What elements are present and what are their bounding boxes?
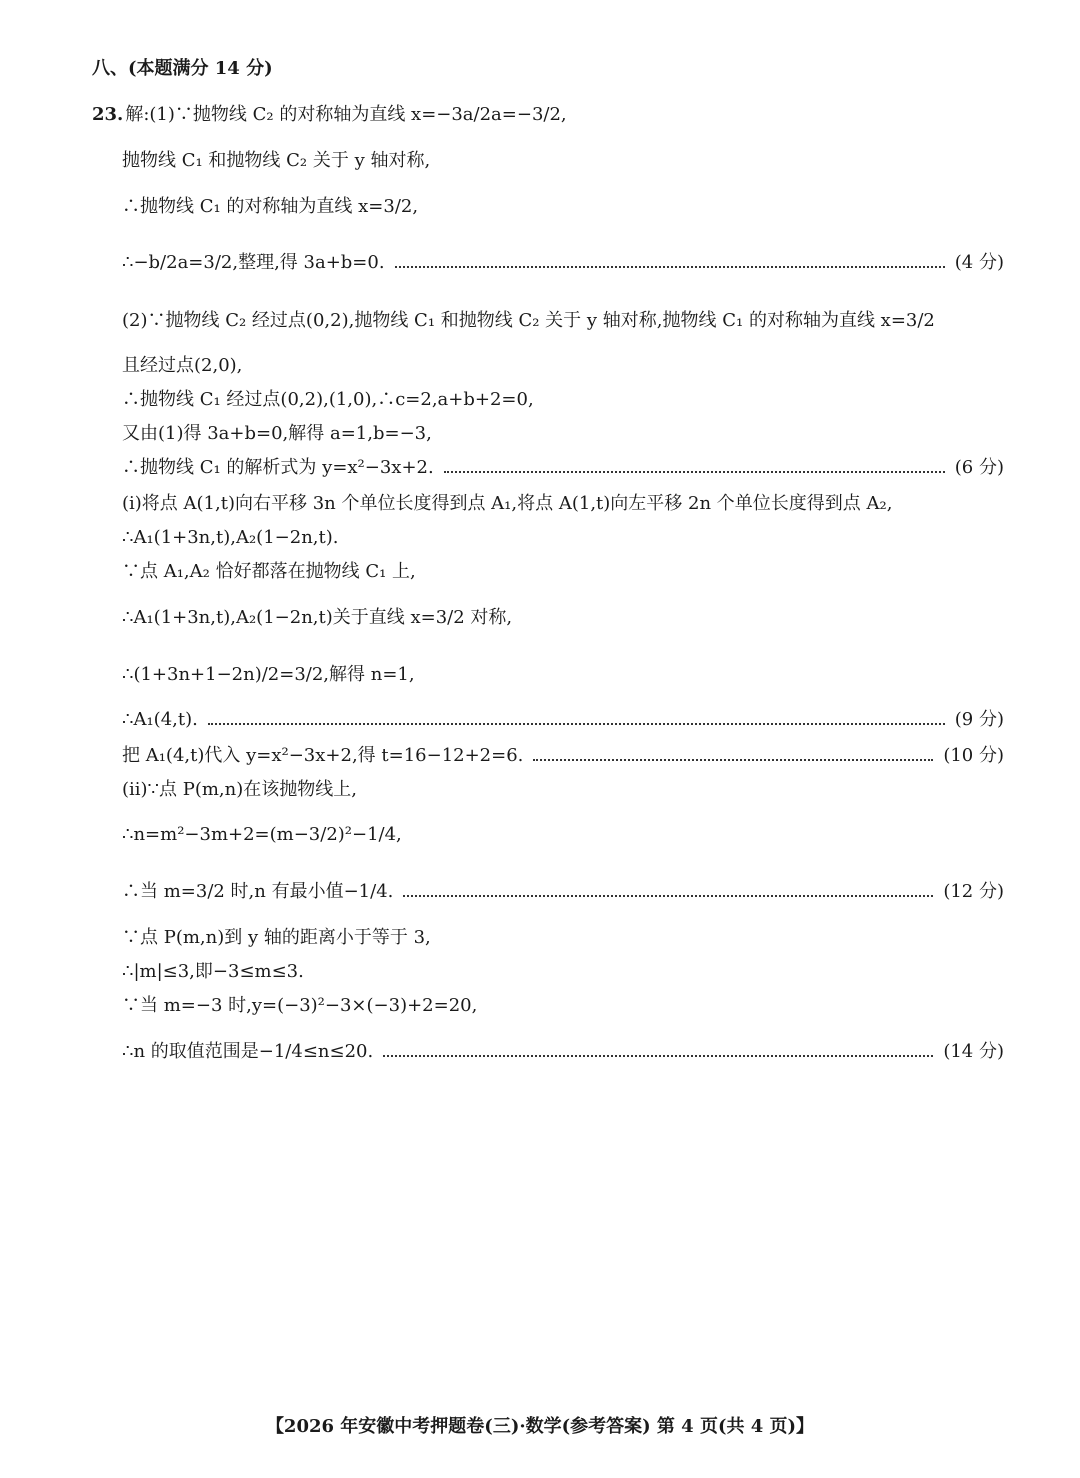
dotted-leader [395, 266, 945, 268]
solution-line: ∵当 m=−3 时,y=(−3)²−3×(−3)+2=20, [122, 995, 478, 1016]
solution-line: ∴A₁(1+3n,t),A₂(1−2n,t). [122, 527, 339, 548]
solution-line: ∴当 m=3/2 时,n 有最小值−1/4. (12 分) [122, 881, 1004, 902]
solution-line: ∴(1+3n+1−2n)/2=3/2,解得 n=1, [122, 664, 415, 685]
solution-line: ∴抛物线 C₁ 的对称轴为直线 x=3/2, [122, 196, 419, 217]
solution-line: ∴A₁(1+3n,t),A₂(1−2n,t)关于直线 x=3/2 对称, [122, 607, 513, 628]
score-mark: (14 分) [943, 1041, 1004, 1062]
section-title: 八、(本题满分 14 分) [92, 58, 273, 79]
solution-line: 抛物线 C₁ 和抛物线 C₂ 关于 y 轴对称, [122, 150, 431, 171]
score-mark: (12 分) [943, 881, 1004, 902]
score-mark: (10 分) [943, 745, 1004, 766]
solution-line: 且经过点(2,0), [122, 355, 243, 376]
dotted-leader [444, 471, 945, 473]
solution-line: 又由(1)得 3a+b=0,解得 a=1,b=−3, [122, 423, 432, 444]
page-footer: 【2026 年安徽中考押题卷(三)·数学(参考答案) 第 4 页(共 4 页)】 [265, 1416, 815, 1437]
solution-line: (2)∵抛物线 C₂ 经过点(0,2),抛物线 C₁ 和抛物线 C₂ 关于 y 轴对称,抛物线 C₁ 的对称轴为直线 x=3/2 [122, 310, 935, 331]
solution-line: ∴抛物线 C₁ 经过点(0,2),(1,0),∴c=2,a+b+2=0, [122, 389, 534, 410]
solution-line: ∵点 P(m,n)到 y 轴的距离小于等于 3, [122, 927, 431, 948]
solution-line: ∴−b/2a=3/2,整理,得 3a+b=0. (4 分) [122, 252, 1004, 273]
score-mark: (6 分) [954, 457, 1004, 478]
question-number: 23. [92, 104, 124, 125]
solution-line: ∴A₁(4,t). (9 分) [122, 709, 1004, 730]
score-mark: (9 分) [954, 709, 1004, 730]
solution-line: ∴n 的取值范围是−1/4≤n≤20. (14 分) [122, 1041, 1004, 1062]
solution-line: ∴抛物线 C₁ 的解析式为 y=x²−3x+2. (6 分) [122, 457, 1004, 478]
solution-line: 把 A₁(4,t)代入 y=x²−3x+2,得 t=16−12+2=6. (10 分) [122, 745, 1004, 766]
dotted-leader [208, 723, 945, 725]
dotted-leader [533, 759, 933, 761]
score-mark: (4 分) [954, 252, 1004, 273]
solution-line: ∴|m|≤3,即−3≤m≤3. [122, 961, 304, 982]
solution-line: ∴n=m²−3m+2=(m−3/2)²−1/4, [122, 824, 402, 845]
solution-line: ∵点 A₁,A₂ 恰好都落在抛物线 C₁ 上, [122, 561, 416, 582]
solution-line: (ⅱ)∵点 P(m,n)在该抛物线上, [122, 779, 357, 800]
solution-line: (ⅰ)将点 A(1,t)向右平移 3n 个单位长度得到点 A₁,将点 A(1,t)向左平移 2n 个单位长度得到点 A₂, [122, 493, 893, 514]
dotted-leader [403, 895, 933, 897]
solution-line: 23. 解:(1)∵抛物线 C₂ 的对称轴为直线 x=−3a/2a=−3/2, [92, 104, 567, 125]
dotted-leader [383, 1055, 933, 1057]
